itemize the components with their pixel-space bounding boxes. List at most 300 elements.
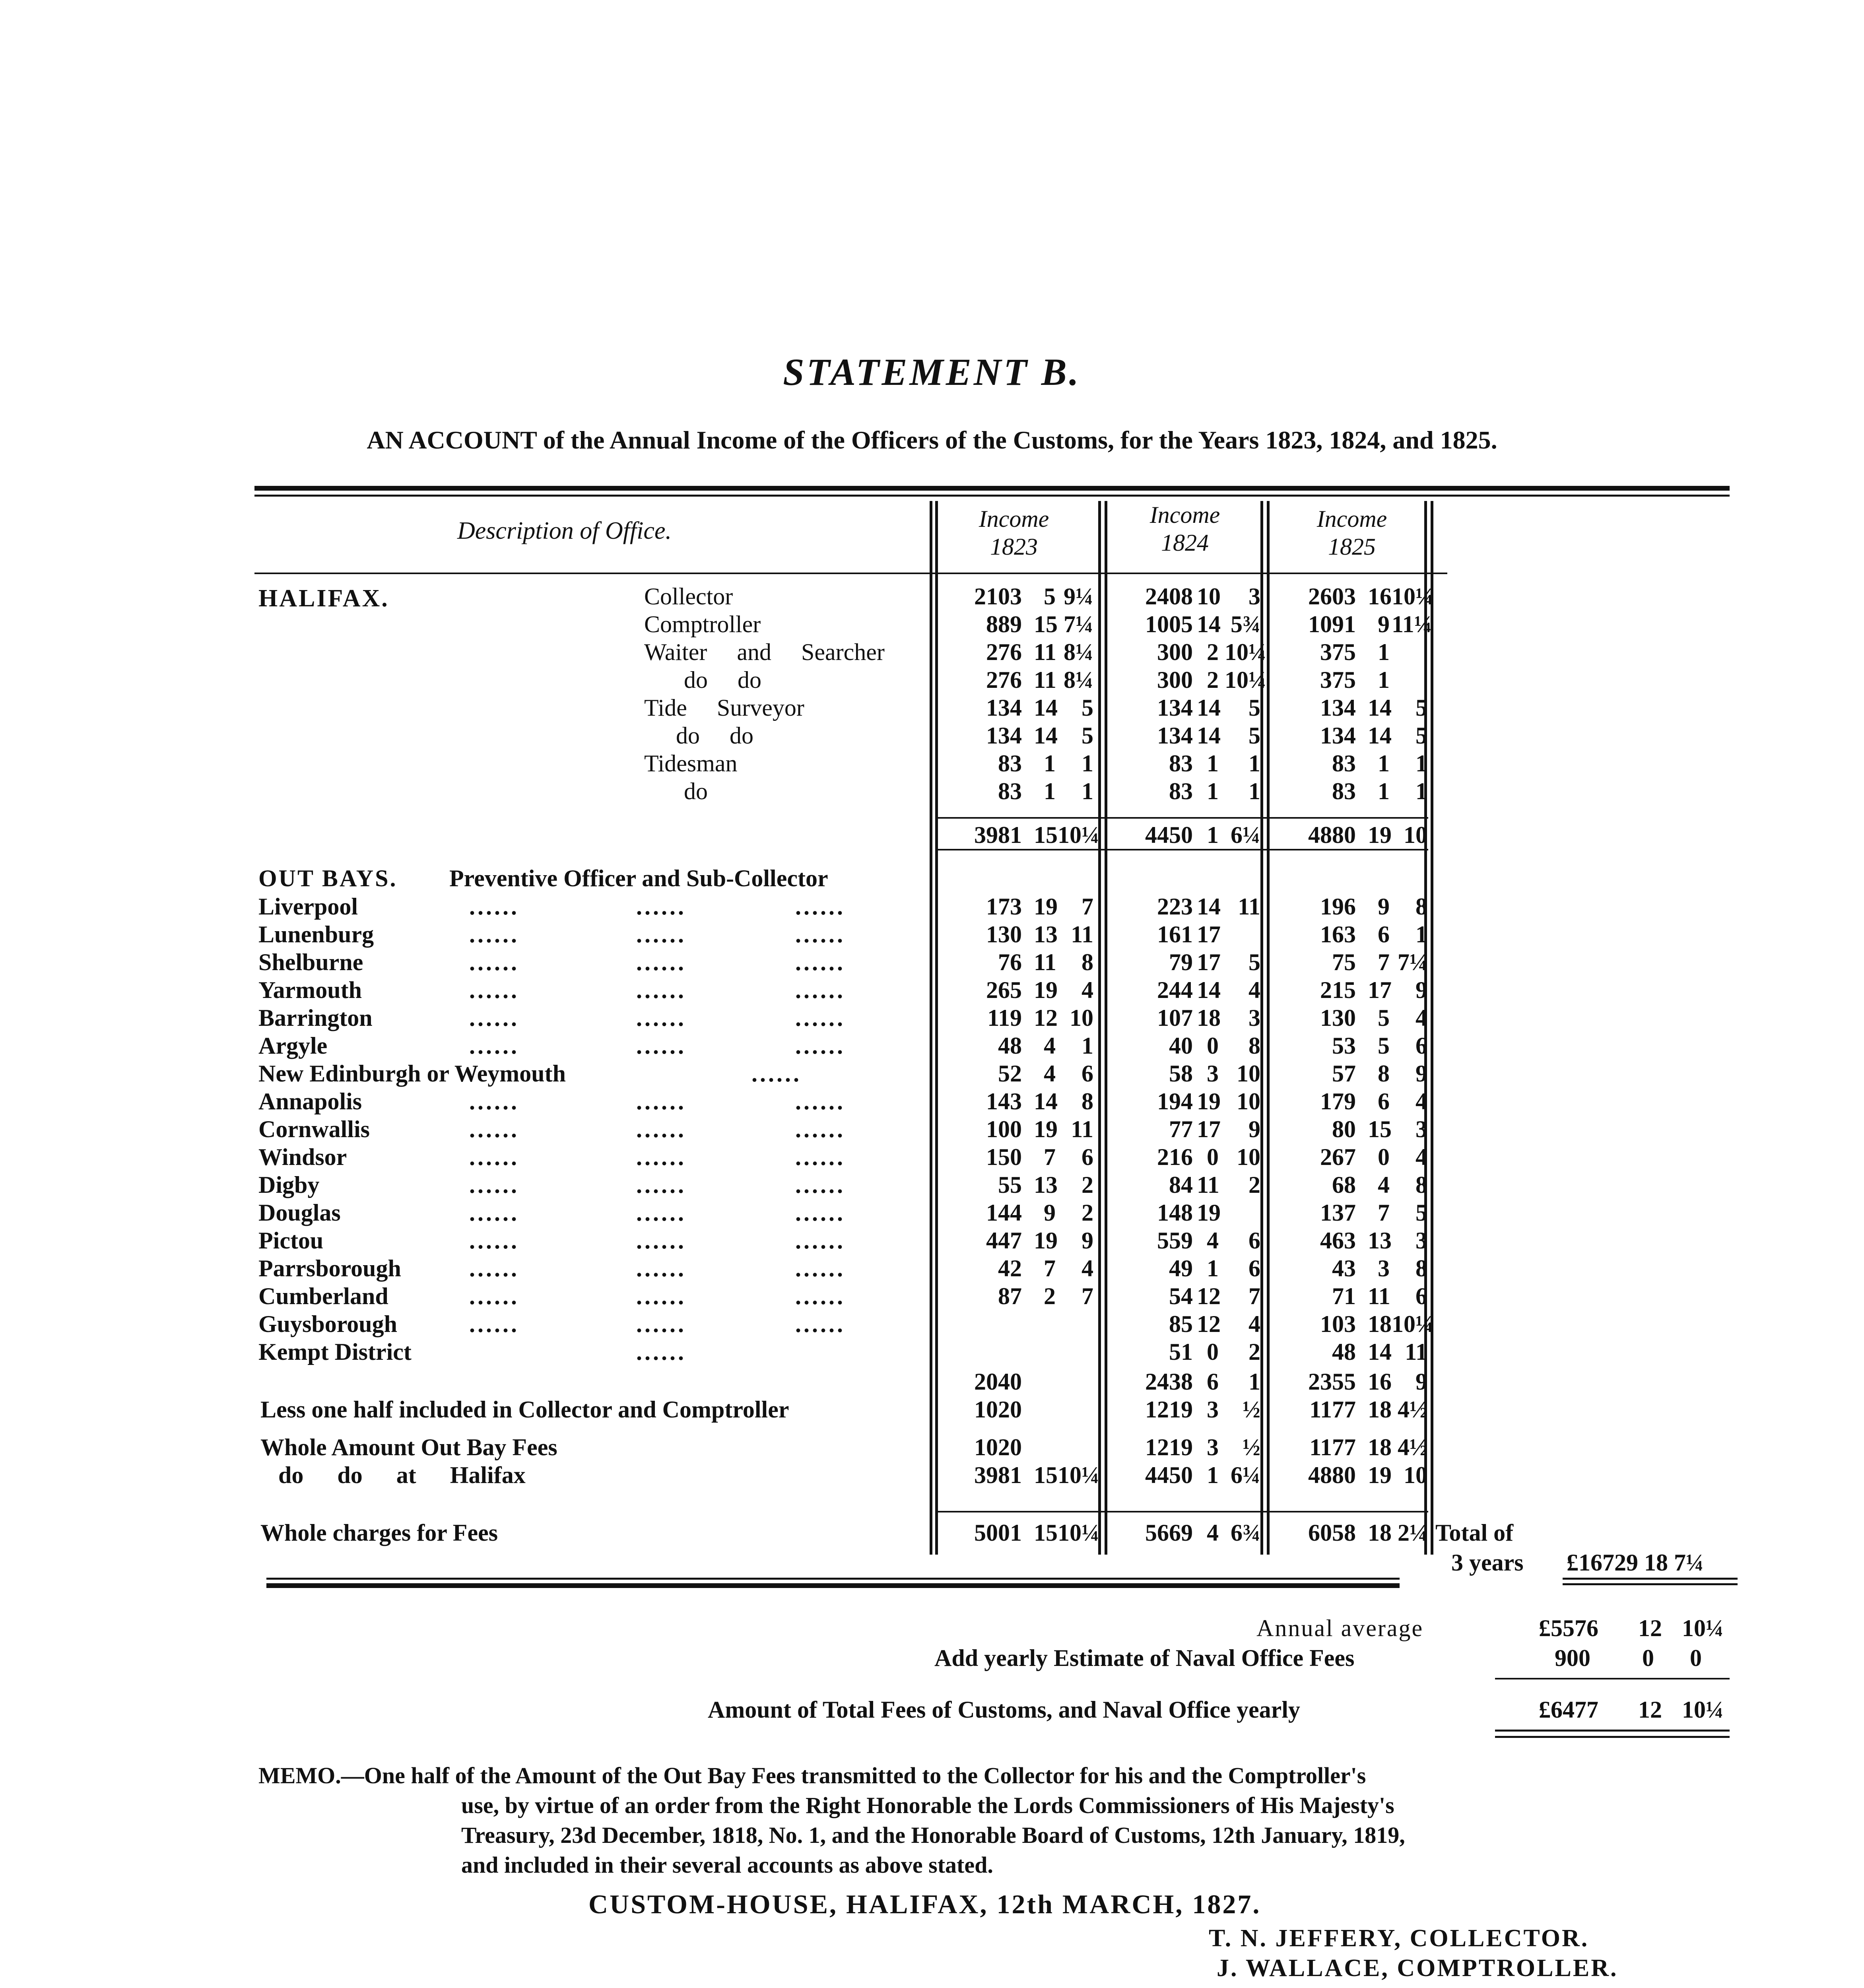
leader-dots: ...... [469, 1033, 519, 1059]
outbay-place: Annapolis [258, 1088, 362, 1114]
halifax-row-y1825-shillings: 1 [1378, 778, 1390, 804]
outbay-row-y1824-pence: 3 [1248, 1005, 1260, 1031]
outbay-row-y1825-pence: 11 [1405, 1339, 1427, 1365]
leader-dots: ...... [636, 1172, 686, 1198]
halifax-row-y1823-pence: 7¼ [1064, 611, 1093, 637]
year-1824-label: 1824 [1161, 530, 1209, 556]
halifax-row-y1824-shillings: 14 [1197, 695, 1221, 721]
outbay-row-y1824-pounds: 51 [1169, 1339, 1193, 1365]
outbay-row-y1823-pounds: 48 [998, 1033, 1022, 1059]
halifax-fees-row-y1825-pence: 10 [1404, 1462, 1427, 1488]
whole-charges-row-y1823-pence: 10¼ [1058, 1520, 1099, 1546]
outbay-row-y1824-shillings: 14 [1197, 977, 1221, 1003]
outbay-subtotal-y1824-shillings: 6 [1207, 1369, 1219, 1395]
leader-dots: ...... [636, 1005, 686, 1031]
table-row [0, 1032, 1864, 1060]
amount-double-rule-2 [1495, 1736, 1730, 1738]
outbay-place: Liverpool [258, 893, 358, 920]
outbay-row-y1825-pence: 3 [1415, 1116, 1427, 1142]
outbay-subtotal-y1824-pounds: 2438 [1145, 1369, 1193, 1395]
outbay-row-y1825-pounds: 71 [1332, 1283, 1356, 1309]
total-double-rule-1 [1563, 1578, 1738, 1580]
halifax-row-y1824-pounds: 1005 [1145, 611, 1193, 637]
office-name: do [684, 778, 708, 804]
outbay-row-y1824-pounds: 58 [1169, 1060, 1193, 1087]
halifax-row-y1825-pounds: 83 [1332, 750, 1356, 777]
outbay-row-y1823-shillings: 19 [1034, 893, 1058, 920]
outbay-row-y1825-shillings: 11 [1368, 1283, 1390, 1309]
naval-estimate-pounds: 900 [1555, 1645, 1590, 1671]
income-1824-header [1105, 501, 1264, 557]
leader-dots: ...... [469, 977, 519, 1003]
table-row [0, 948, 1864, 976]
whole-outbay-row-y1825-pounds: 1177 [1309, 1434, 1356, 1460]
outbay-row-y1825-pence: 6 [1415, 1033, 1427, 1059]
outbay-row-y1825-pence: 9 [1415, 1060, 1427, 1087]
outbay-place: New Edinburgh or Weymouth [258, 1060, 566, 1087]
halifax-row-y1825-shillings: 1 [1378, 639, 1390, 665]
halifax-row-y1823-pounds: 83 [998, 778, 1022, 804]
halifax-row-y1823-shillings: 5 [1044, 583, 1056, 610]
halifax-row-y1824-pounds: 300 [1157, 639, 1193, 665]
outbay-row-y1825-pence: 9 [1415, 977, 1427, 1003]
outbay-row-y1824-pence: 5 [1248, 949, 1260, 975]
total-3years-label-1: Total of [1435, 1520, 1514, 1546]
outbay-row-y1825-pence: 8 [1415, 1172, 1427, 1198]
outbay-row-y1825-pounds: 68 [1332, 1172, 1356, 1198]
outbay-row-y1824-shillings: 17 [1197, 921, 1221, 947]
memo-line-2: use, by virtue of an order from the Right Honorable the Lords Commissioners of His Majesty's [461, 1792, 1394, 1818]
outbay-row-y1823-pounds: 144 [986, 1200, 1022, 1226]
table-row [0, 1060, 1864, 1087]
outbay-row-y1824-pounds: 84 [1169, 1172, 1193, 1198]
outbay-row-y1824-shillings: 19 [1197, 1200, 1221, 1226]
outbay-row-y1824-pence: 6 [1248, 1255, 1260, 1281]
halifax-row-y1824-pence: 1 [1248, 750, 1260, 777]
halifax-row-y1824-pounds: 83 [1169, 750, 1193, 777]
halifax-fees-row-y1825-shillings: 19 [1368, 1462, 1392, 1488]
table-row [0, 610, 1864, 638]
outbay-row-y1823-pounds: 150 [986, 1144, 1022, 1170]
halifax-row-y1824-pounds: 134 [1157, 695, 1193, 721]
outbay-row-y1824-pounds: 223 [1157, 893, 1193, 920]
outbay-row-y1825-pence: 5 [1415, 1200, 1427, 1226]
halifax-row-y1825-pounds: 134 [1320, 722, 1356, 749]
outbay-place: Digby [258, 1172, 320, 1198]
outbay-row-y1823-shillings: 19 [1034, 1116, 1058, 1142]
whole-charges-row-y1823-shillings: 15 [1034, 1520, 1058, 1546]
outbay-row-y1823-shillings: 11 [1034, 949, 1056, 975]
halifax-row-y1824-pounds: 2408 [1145, 583, 1193, 610]
outbay-row-y1823-shillings: 19 [1034, 1227, 1058, 1254]
whole-outbay-row-y1824-pence: ½ [1243, 1434, 1260, 1460]
halifax-row-y1823-pence: 8¼ [1064, 639, 1093, 665]
halifax-total-y1824-pounds: 4450 [1145, 822, 1193, 848]
leader-dots: ...... [469, 1311, 519, 1337]
outbay-place: Guysborough [258, 1311, 398, 1337]
outbay-row-y1825-shillings: 7 [1378, 1200, 1390, 1226]
outbay-row-y1823-pounds: 265 [986, 977, 1022, 1003]
halifax-total-row [0, 821, 1864, 849]
outbay-row-y1823-pounds: 52 [998, 1060, 1022, 1087]
leader-dots: ...... [636, 949, 686, 975]
halifax-row-y1823-pence: 1 [1082, 778, 1093, 804]
outbay-row-y1824-pence: 10 [1237, 1088, 1260, 1114]
outbay-row-y1824-shillings: 18 [1197, 1005, 1221, 1031]
outbay-row-y1823-pounds: 119 [987, 1005, 1022, 1031]
office-name: Collector [644, 583, 733, 610]
outbay-row-y1823-shillings: 13 [1034, 921, 1058, 947]
table-row [0, 1171, 1864, 1199]
leader-dots: ...... [636, 1144, 686, 1170]
halifax-row-y1823-pence: 5 [1082, 695, 1093, 721]
whole-charges-row-y1825-pence: 2¼ [1398, 1520, 1427, 1546]
outbay-row-y1825-pence: 4 [1415, 1088, 1427, 1114]
outbay-row-y1825-pounds: 163 [1320, 921, 1356, 947]
description-header: Description of Office. [457, 517, 672, 544]
outbay-row-y1825-shillings: 5 [1378, 1033, 1390, 1059]
halifax-row-y1823-pounds: 276 [986, 667, 1022, 693]
outbay-row-y1823-pence: 4 [1082, 977, 1093, 1003]
table-row [0, 722, 1864, 749]
outbay-row-y1824-shillings: 0 [1207, 1144, 1219, 1170]
outbay-row-y1823-pounds: 130 [986, 921, 1022, 947]
halifax-total-y1823-pounds: 3981 [974, 822, 1022, 848]
outbay-row-y1823-shillings: 13 [1034, 1172, 1058, 1198]
outbay-row-y1823-pounds: 55 [998, 1172, 1022, 1198]
halifax-row-y1824-pence: 3 [1248, 583, 1260, 610]
outbay-row-y1823-pence: 4 [1082, 1255, 1093, 1281]
outbay-place: Yarmouth [258, 977, 362, 1003]
less-half-row-label: Less one half included in Collector and Comptroller [260, 1396, 789, 1423]
table-row [0, 976, 1864, 1004]
leader-dots: ...... [636, 921, 686, 947]
leader-dots: ...... [469, 1283, 519, 1309]
outbay-row-y1824-pence: 8 [1248, 1033, 1260, 1059]
outbay-row-y1823-shillings: 4 [1044, 1033, 1056, 1059]
less-half-row-y1824-pounds: 1219 [1145, 1396, 1193, 1423]
outbay-row-y1823-pence: 11 [1071, 1116, 1093, 1142]
halifax-row-y1824-pence: 5¾ [1231, 611, 1260, 637]
office-name: do do [684, 667, 761, 693]
annual-average-label: Annual average [1256, 1615, 1424, 1641]
outbay-row-y1825-shillings: 5 [1378, 1005, 1390, 1031]
outbay-row-y1824-shillings: 17 [1197, 1116, 1221, 1142]
halifax-row-y1824-shillings: 2 [1207, 667, 1219, 693]
outbay-row-y1823-shillings: 7 [1044, 1144, 1056, 1170]
outbay-row-y1825-pounds: 80 [1332, 1116, 1356, 1142]
halifax-row-y1823-shillings: 11 [1034, 667, 1056, 693]
outbay-row-y1825-pounds: 103 [1320, 1311, 1356, 1337]
outbay-row-y1824-pence: 7 [1248, 1283, 1260, 1309]
leader-dots: ...... [636, 977, 686, 1003]
leader-dots: ...... [469, 949, 519, 975]
outbay-row-y1823-shillings: 12 [1034, 1005, 1058, 1031]
outbay-row-y1823-pence: 9 [1082, 1227, 1093, 1254]
leader-dots: ...... [636, 1033, 686, 1059]
leader-dots: ...... [795, 893, 845, 920]
outbay-row-y1823-pence: 6 [1082, 1144, 1093, 1170]
outbay-row-y1825-shillings: 9 [1378, 893, 1390, 920]
annual-average-shillings: 12 [1638, 1615, 1662, 1641]
outbay-place: Kempt District [258, 1339, 412, 1365]
outbay-place: Barrington [258, 1005, 373, 1031]
halifax-row-y1823-pence: 8¼ [1064, 667, 1093, 693]
outbay-row-y1825-pounds: 75 [1332, 949, 1356, 975]
halifax-row-y1823-pence: 1 [1082, 750, 1093, 777]
leader-dots: ...... [795, 1311, 845, 1337]
whole-outbay-row-y1824-shillings: 3 [1207, 1434, 1219, 1460]
outbay-place: Douglas [258, 1200, 341, 1226]
halifax-row-y1824-pence: 5 [1248, 722, 1260, 749]
outbay-row-y1825-pounds: 215 [1320, 977, 1356, 1003]
outbay-row-y1825-pence: 4 [1415, 1144, 1427, 1170]
outbay-row-y1825-shillings: 3 [1378, 1255, 1390, 1281]
halifax-fees-row-label: do do at Halifax [278, 1462, 526, 1488]
outbay-place: Lunenburg [258, 921, 374, 947]
outbay-row-y1825-pence: 7¼ [1398, 949, 1427, 975]
outbay-row-y1823-pence: 10 [1070, 1005, 1093, 1031]
halifax-row-y1825-shillings: 1 [1378, 750, 1390, 777]
leader-dots: ...... [469, 893, 519, 920]
outbay-row-y1825-pounds: 53 [1332, 1033, 1356, 1059]
table-row [0, 1254, 1864, 1282]
halifax-row-y1824-pence: 10¼ [1225, 639, 1266, 665]
annual-average-pounds: £5576 [1539, 1615, 1598, 1641]
outbay-row-y1823-pounds: 143 [986, 1088, 1022, 1114]
outbay-row-y1824-pence: 11 [1238, 893, 1260, 920]
outbay-row-y1824-pounds: 148 [1157, 1200, 1193, 1226]
leader-dots: ...... [469, 1088, 519, 1114]
amount-double-rule-1 [1495, 1730, 1730, 1732]
halifax-row-y1825-pence: 11¼ [1392, 611, 1432, 637]
outbay-row-y1825-shillings: 4 [1378, 1172, 1390, 1198]
halifax-total-y1825-shillings: 19 [1368, 822, 1392, 848]
outbay-row-y1825-pence: 6 [1415, 1283, 1427, 1309]
outbay-row-y1824-shillings: 14 [1197, 893, 1221, 920]
total-3years-value: £16729 18 7¼ [1567, 1549, 1704, 1576]
outbay-row-y1824-pounds: 85 [1169, 1311, 1193, 1337]
outbay-row-y1823-pence: 11 [1071, 921, 1093, 947]
outbay-row-y1824-pounds: 194 [1157, 1088, 1193, 1114]
halifax-row-y1823-pounds: 134 [986, 722, 1022, 749]
outbay-row-y1825-pounds: 179 [1320, 1088, 1356, 1114]
leader-dots: ...... [795, 1255, 845, 1281]
total-double-rule-2 [1563, 1583, 1738, 1585]
table-row [0, 1199, 1864, 1227]
halifax-row-y1825-shillings: 1 [1378, 667, 1390, 693]
halifax-row-y1824-shillings: 2 [1207, 639, 1219, 665]
table-row [0, 777, 1864, 805]
halifax-total-y1825-pence: 10 [1404, 822, 1427, 848]
outbay-row-y1825-pence: 3 [1415, 1227, 1427, 1254]
total-3years-label-2: 3 years [1451, 1549, 1524, 1576]
outbay-row-y1825-pounds: 57 [1332, 1060, 1356, 1087]
document-title: STATEMENT B. [783, 351, 1081, 393]
naval-estimate-label: Add yearly Estimate of Naval Office Fees [934, 1645, 1355, 1671]
halifax-row-y1824-shillings: 14 [1197, 611, 1221, 637]
outbay-row-y1824-shillings: 3 [1207, 1060, 1219, 1087]
halifax-row-y1823-pounds: 2103 [974, 583, 1022, 610]
outbay-row-y1824-pence: 9 [1248, 1116, 1260, 1142]
whole-charges-row-y1825-pounds: 6058 [1308, 1520, 1356, 1546]
halifax-fees-row-y1824-pounds: 4450 [1145, 1462, 1193, 1488]
whole-charges-rule [935, 1511, 1428, 1512]
leader-dots: ...... [795, 921, 845, 947]
halifax-total-y1823-pence: 10¼ [1058, 822, 1099, 848]
halifax-row-y1825-shillings: 16 [1368, 583, 1392, 610]
halifax-fees-row [0, 1461, 1864, 1489]
halifax-row-y1825-pounds: 375 [1320, 667, 1356, 693]
whole-outbay-row [0, 1433, 1864, 1461]
leader-dots: ...... [636, 1227, 686, 1254]
outbay-row-y1823-shillings: 14 [1034, 1088, 1058, 1114]
halifax-fees-row-y1824-shillings: 1 [1207, 1462, 1219, 1488]
halifax-row-y1824-pounds: 134 [1157, 722, 1193, 749]
less-half-row-y1823-pounds: 1020 [974, 1396, 1022, 1423]
memo-line-3: Treasury, 23d December, 1818, No. 1, and the Honorable Board of Customs, 12th January, 1819, [461, 1822, 1405, 1848]
leader-dots: ...... [469, 921, 519, 947]
outbay-row-y1825-pence: 10¼ [1392, 1311, 1433, 1337]
outbay-row-y1824-shillings: 0 [1207, 1033, 1219, 1059]
outbay-row-y1824-pounds: 77 [1169, 1116, 1193, 1142]
table-row [0, 694, 1864, 722]
halifax-row-y1823-shillings: 15 [1034, 611, 1058, 637]
halifax-row-y1825-pounds: 134 [1320, 695, 1356, 721]
halifax-row-y1824-pounds: 83 [1169, 778, 1193, 804]
leader-dots: ...... [795, 1283, 845, 1309]
outbay-row-y1823-shillings: 19 [1034, 977, 1058, 1003]
less-half-row-y1825-shillings: 18 [1368, 1396, 1392, 1423]
leader-dots: ...... [636, 1088, 686, 1114]
outbay-row-y1824-pounds: 216 [1157, 1144, 1193, 1170]
income-1823-label: Income [979, 506, 1049, 532]
outbay-row-y1823-pence: 7 [1082, 1283, 1093, 1309]
outbay-row-y1825-pounds: 137 [1320, 1200, 1356, 1226]
office-name: Comptroller [644, 611, 761, 637]
table-row [0, 1143, 1864, 1171]
leader-dots: ...... [469, 1255, 519, 1281]
outbay-row-y1825-shillings: 6 [1378, 1088, 1390, 1114]
halifax-fees-row-y1823-pence: 10¼ [1058, 1462, 1099, 1488]
less-half-row-y1825-pence: 4½ [1398, 1396, 1427, 1423]
whole-charges-row-y1824-pounds: 5669 [1145, 1520, 1193, 1546]
outbay-row-y1825-shillings: 7 [1378, 949, 1390, 975]
halifax-fees-row-y1825-pounds: 4880 [1308, 1462, 1356, 1488]
outbay-row-y1824-shillings: 1 [1207, 1255, 1219, 1281]
leader-dots: ...... [636, 1283, 686, 1309]
leader-dots: ...... [469, 1200, 519, 1226]
income-1825-label: Income [1316, 506, 1387, 532]
halifax-row-y1825-pence: 10¼ [1392, 583, 1433, 610]
leader-dots: ...... [636, 1116, 686, 1142]
table-row [0, 1310, 1864, 1338]
outbay-row-y1825-pence: 1 [1415, 921, 1427, 947]
halifax-row-y1825-pounds: 2603 [1308, 583, 1356, 610]
office-name: Tidesman [644, 750, 738, 777]
halifax-row-y1825-pounds: 1091 [1308, 611, 1356, 637]
outbay-row-y1824-pounds: 54 [1169, 1283, 1193, 1309]
halifax-row-y1824-shillings: 10 [1197, 583, 1221, 610]
leader-dots: ...... [795, 977, 845, 1003]
whole-charges-row-label: Whole charges for Fees [260, 1520, 498, 1546]
whole-outbay-row-label: Whole Amount Out Bay Fees [260, 1434, 557, 1460]
income-1823-header [934, 505, 1093, 561]
outbay-row-y1823-shillings: 4 [1044, 1060, 1056, 1087]
bottom-rule-thick [266, 1583, 1400, 1588]
outbay-row-y1824-pence: 6 [1248, 1227, 1260, 1254]
halifax-row-y1825-pence: 5 [1415, 722, 1427, 749]
outbay-place: Windsor [258, 1144, 347, 1170]
halifax-row-y1823-pence: 5 [1082, 722, 1093, 749]
outbay-row-y1824-shillings: 12 [1197, 1311, 1221, 1337]
outbay-row-y1825-pounds: 196 [1320, 893, 1356, 920]
leader-dots: ...... [469, 1227, 519, 1254]
outbay-row-y1823-pence: 2 [1082, 1200, 1093, 1226]
halifax-row-y1825-shillings: 9 [1378, 611, 1390, 637]
table-row [0, 1227, 1864, 1254]
outbay-row-y1823-pence: 8 [1082, 949, 1093, 975]
leader-dots: ...... [636, 893, 686, 920]
whole-charges-row [0, 1519, 1864, 1547]
outbay-row-y1825-shillings: 13 [1368, 1227, 1392, 1254]
outbay-row-y1825-pence: 4 [1415, 1005, 1427, 1031]
outbay-row-y1823-pence: 7 [1082, 893, 1093, 920]
halifax-row-y1824-shillings: 1 [1207, 778, 1219, 804]
top-rule-thick [254, 486, 1730, 491]
halifax-row-y1825-shillings: 14 [1368, 722, 1392, 749]
outbay-subtotal-row [0, 1368, 1864, 1396]
whole-outbay-row-y1825-shillings: 18 [1368, 1434, 1392, 1460]
leader-dots: ...... [795, 1005, 845, 1031]
halifax-row-y1823-shillings: 14 [1034, 722, 1058, 749]
leader-dots: ...... [636, 1339, 686, 1365]
halifax-row-y1824-shillings: 14 [1197, 722, 1221, 749]
average-rule [1495, 1678, 1730, 1679]
whole-charges-row-y1824-shillings: 4 [1207, 1520, 1219, 1546]
leader-dots: ...... [636, 1311, 686, 1337]
leader-dots: ...... [795, 1116, 845, 1142]
outbay-row-y1824-shillings: 12 [1197, 1283, 1221, 1309]
outbay-subtotal-y1823-pounds: 2040 [974, 1369, 1022, 1395]
amount-total-shillings: 12 [1638, 1697, 1662, 1723]
amount-total-pence: 10¼ [1682, 1697, 1724, 1723]
halifax-row-y1824-pence: 1 [1248, 778, 1260, 804]
halifax-fees-row-y1823-pounds: 3981 [974, 1462, 1022, 1488]
outbay-row-y1825-pounds: 267 [1320, 1144, 1356, 1170]
table-row [0, 638, 1864, 666]
halifax-row-y1823-shillings: 1 [1044, 750, 1056, 777]
whole-charges-row-y1825-shillings: 18 [1368, 1520, 1392, 1546]
outbays-subheading: Preventive Officer and Sub-Collector [449, 865, 828, 891]
table-row [0, 920, 1864, 948]
outbay-place: Cornwallis [258, 1116, 370, 1142]
outbay-place: Pictou [258, 1227, 324, 1254]
outbay-row-y1824-pence: 2 [1248, 1339, 1260, 1365]
halifax-row-y1823-pounds: 134 [986, 695, 1022, 721]
table-row [0, 1282, 1864, 1310]
outbay-row-y1824-pence: 2 [1248, 1172, 1260, 1198]
outbay-row-y1825-pence: 8 [1415, 1255, 1427, 1281]
bottom-rule-thin [266, 1578, 1400, 1580]
income-1825-header [1272, 505, 1431, 561]
memo-line-1: MEMO.—One half of the Amount of the Out Bay Fees transmitted to the Collector for his and the Comptroller's [258, 1763, 1366, 1788]
halifax-row-y1824-pence: 5 [1248, 695, 1260, 721]
less-half-row-y1825-pounds: 1177 [1309, 1396, 1356, 1423]
leader-dots: ...... [795, 949, 845, 975]
outbay-row-y1823-pence: 2 [1082, 1172, 1093, 1198]
naval-estimate-shillings: 0 [1642, 1645, 1654, 1671]
